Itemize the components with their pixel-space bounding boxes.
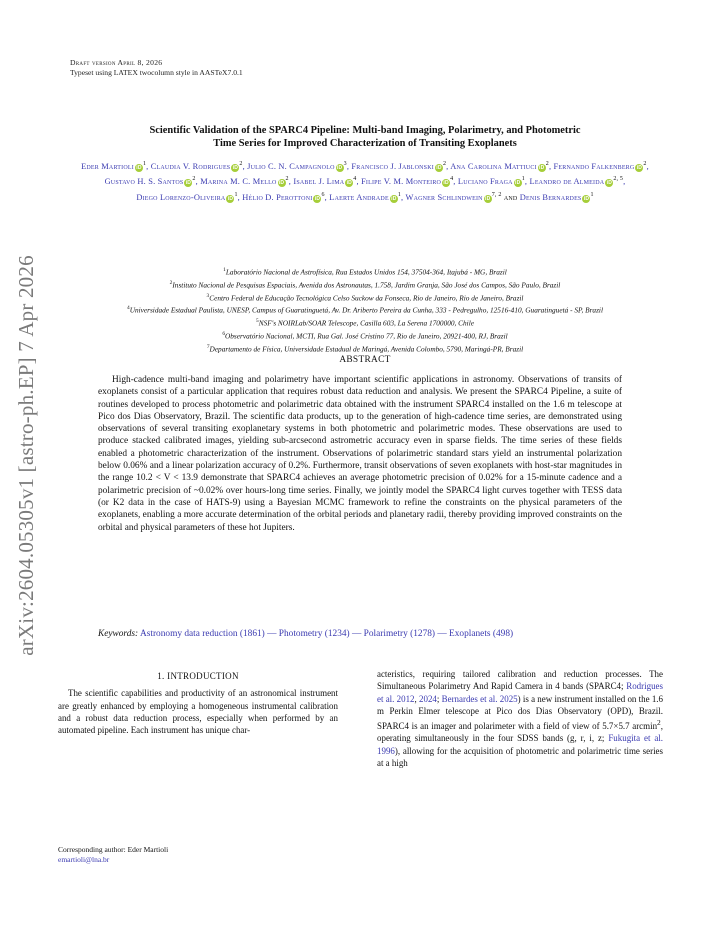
corresponding-email-link[interactable]: emartioli@lna.br xyxy=(58,855,110,864)
author-name-text: Claudia V. Rodrigues xyxy=(150,161,231,171)
keywords xyxy=(98,628,622,640)
column-left xyxy=(58,670,338,736)
author-name[interactable] xyxy=(242,193,324,202)
author-affiliation-number: 1 xyxy=(590,191,594,198)
keywords-list[interactable]: Astronomy data reduction (1861) — Photometry (1234) — Polarimetry (1278) — Exoplanets (498) xyxy=(139,629,514,639)
orcid-icon[interactable]: iD xyxy=(336,164,343,171)
author-name-text: Diego Lorenzo-Oliveira xyxy=(136,192,226,202)
affiliation-text: Observatório Nacional, MCTI, Rua Gal. José Cristino 77, Rio de Janeiro, 20921-400, RJ, Brazil xyxy=(225,331,508,341)
author-name[interactable] xyxy=(105,177,196,186)
author-name-text: Filipe V. M. Monteiro xyxy=(361,177,442,187)
affiliation-number: 7 xyxy=(206,343,210,350)
citation-link-fukugita-1996[interactable]: Fukugita et al. 1996 xyxy=(377,733,663,756)
author-name[interactable] xyxy=(136,193,237,202)
affiliation-4 xyxy=(60,303,670,316)
intro-text-4: ), allowing for the acquisition of photometric and polarimetric time series at a high xyxy=(377,745,663,769)
title-line-1: Scientific Validation of the SPARC4 Pipeline: Multi-band Imaging, Polarimetry, and Photometric xyxy=(149,125,581,136)
orcid-icon[interactable]: iD xyxy=(606,180,613,187)
section-heading-introduction: 1. INTRODUCTION xyxy=(157,671,239,681)
author-name-text: Fernando Falkenberg xyxy=(553,161,635,171)
author-name-text: Denis Bernardes xyxy=(519,192,582,202)
abstract-text: High-cadence multi-band imaging and polarimetry have important scientific applications in astronomy. Observations of transits of exoplanets consist of a particular application that requires robust data reduction and analysis. We present the SPARC4 Pipeline, a suite of routines developed to process photometric and polarimetric data obtained with the instrument SPARC4 installed on the 1.6 m telescope at Pico dos Dias Observatory, Brazil. The scientific data products, up to the generation of high-cadence time series, are demonstrated using observations of several transiting exoplanetary systems in both photometric and polarimetric modes. These observations are used to produce stacked calibrated images, yielding sub-arcsecond astrometric accuracy even in sparse fields. The time series of these fields enabled a photometric characterization of the instrument. Observations of polarimetric standard stars yield an instrumental polarization below 0.06% and a linear polarization accuracy of 0.2%. Furthermore, transit observations of seven exoplanets with host-star magnitudes in the range 10.2 < V < 13.9 demonstrate that SPARC4 achieves an average photometric precision of 0.02% for a 15-minute cadence and a polarimetric precision of ~0.02% over hours-long time series. Finally, we jointly model the SPARC4 light curves together with TESS data (or K2 data in the case of HATS-9) using a Bayesian MCMC framework to refine the constraints on the physical parameters of the exoplanets, enabling a more accurate determination of the orbital periods and planetary radii, thereby providing improved constraints on the orbital and physical parameters of these hot Jupiters. xyxy=(98,375,622,533)
affiliation-text: Universidade Estadual Paulista, UNESP, Campus of Guaratinguetá, Av. Dr. Ariberto Pereira da Cunha, 333 - Pedregulho, 12516-410, Guaratinguetá - SP, Brazil xyxy=(129,305,603,315)
author-affiliation-number: 1 xyxy=(142,161,147,167)
author-affiliation-number: 2 xyxy=(285,176,289,183)
orcid-icon[interactable]: iD xyxy=(314,195,321,202)
author-affiliation-number: 4 xyxy=(450,176,454,183)
author-name[interactable] xyxy=(247,162,347,171)
author-affiliation-number: 4 xyxy=(353,176,357,183)
arxiv-stamp xyxy=(4,240,48,670)
author-name[interactable] xyxy=(81,162,146,171)
affiliation-number: 2 xyxy=(169,279,173,286)
author-affiliation-number: 1 xyxy=(521,176,525,183)
affiliation-text: Departamento de Física, Universidade Estadual de Maringá, Avenida Colombo, 5790, Maringá-PR, Brazil xyxy=(209,344,524,354)
affiliation-number: 4 xyxy=(127,305,130,312)
author-name[interactable] xyxy=(405,193,501,202)
orcid-icon[interactable]: iD xyxy=(583,195,590,202)
author-affiliation-number: 1 xyxy=(234,191,238,198)
author-name-text: Luciano Fraga xyxy=(457,177,513,187)
orcid-icon[interactable]: iD xyxy=(636,164,643,171)
paper-title xyxy=(70,124,660,150)
affiliation-text: Instituto Nacional de Pesquisas Espaciais, Avenida dos Astronautas, 1.758, Jardim Granja, São José dos Campos, São Paulo, Brazil xyxy=(172,280,561,290)
author-name[interactable] xyxy=(530,177,624,186)
citation-link-bernardes-2025[interactable]: Bernardes et al. 2025 xyxy=(441,693,518,704)
orcid-icon[interactable]: iD xyxy=(136,164,142,171)
author-name[interactable] xyxy=(520,193,594,202)
affiliation-6 xyxy=(60,329,670,342)
intro-text-1: acteristics, requiring tailored calibration and reduction processes. The Simultaneous Polarimetry And Rapid Camera in 4 bands (SPARC4; xyxy=(377,669,663,692)
author-name-text: Laerte Andrade xyxy=(329,192,389,202)
affiliation-2 xyxy=(60,278,670,291)
author-name[interactable] xyxy=(450,162,549,171)
author-list: Eder Martioli $iD^1$, Claudia V. Rodrigues $iD^2$, Julio C. N. Campagnolo $iD^3$, Francisco J. Jablonski $iD^2$, Ana Carolina Mattiuci $iD^2$, Fernando Falkenberg $iD^2$, Gustavo H. S. Santos $iD^2$, Marina M. C. Mello $iD^2$, Isabel J. Lima $iD^4$, Filipe V. M. Monteiro $iD^4$, Luciano Fraga $iD^1$, Leandro de Almeida iD$^{2, 5}$, Diego Lorenzo-Oliveira $iD^1$, Hélio D. Perottoni $iD^6$, Laerte Andrade $iD^1$, Wagner Schlindwein iD$^{7, 2}$ and Denis Bernardes $iD^1$ xyxy=(81,161,649,202)
orcid-icon[interactable]: iD xyxy=(278,180,285,187)
affiliation-7 xyxy=(60,342,670,355)
intro-text-3: , operating simultaneously in the four SDSS bands (g, r, i, z; xyxy=(377,721,663,744)
affiliation-list xyxy=(60,265,670,355)
affiliation-text: NSF's NOIRLab/SOAR Telescope, Casilla 603, La Serena 1700000, Chile xyxy=(258,318,474,328)
unit-superscript: 2 xyxy=(657,718,661,728)
author-name[interactable] xyxy=(458,177,525,186)
author-name[interactable] xyxy=(554,162,647,171)
author-affiliation-number: 6 xyxy=(321,191,325,198)
affiliation-number: 5 xyxy=(256,318,259,325)
orcid-icon[interactable]: iD xyxy=(391,195,397,202)
affiliation-text: Centro Federal de Educação Tecnológica Celso Suckow da Fonseca, Rio de Janeiro, Rio de Janeiro, Brazil xyxy=(209,293,524,303)
author-name-text: Marina M. C. Mello xyxy=(200,177,277,187)
affiliation-1 xyxy=(60,265,670,278)
citation-link-rodrigues-2012[interactable]: Rodrigues et al. 2012 xyxy=(377,681,663,704)
affiliation-5 xyxy=(60,316,670,329)
author-name[interactable] xyxy=(351,162,446,171)
author-conjunction: and xyxy=(503,192,518,202)
orcid-icon[interactable]: iD xyxy=(232,164,239,171)
author-affiliation-number: 2 xyxy=(239,161,243,167)
author-affiliation-number: 2 xyxy=(192,176,196,183)
orcid-icon[interactable]: iD xyxy=(539,164,545,171)
author-name[interactable] xyxy=(151,162,243,171)
running-header xyxy=(70,58,243,78)
author-affiliation-number: 2 xyxy=(442,161,447,167)
author-affiliation-number: 2 xyxy=(545,161,549,167)
author-affiliation-number: 2, 5 xyxy=(613,176,624,183)
intro-paragraph-1: The scientific capabilities and productivity of an astronomical instrument are greatly enhanced by employing a homogeneous instrumental calibration and a robust data reduction process, especially when performed by an automated pipeline. Each instrument has unique char- xyxy=(58,688,338,736)
corresponding-author: Corresponding author: Eder Martioli xyxy=(58,845,169,854)
column-right xyxy=(377,668,663,769)
orcid-icon[interactable]: iD xyxy=(346,180,352,187)
author-name-text: Gustavo H. S. Santos xyxy=(104,177,184,187)
author-name-text: Wagner Schlindwein xyxy=(405,192,483,202)
author-name[interactable] xyxy=(361,177,453,186)
arxiv-stamp-text: arXiv:2604.05305v1 [astro-ph.EP] 7 Apr 2026 xyxy=(13,254,38,656)
author-name-text: Julio C. N. Campagnolo xyxy=(247,161,335,171)
typeset-note: Typeset using LATEX twocolumn style in AASTeX7.0.1 xyxy=(70,68,243,77)
affiliation-3 xyxy=(60,291,670,304)
author-name-text: Francisco J. Jablonski xyxy=(351,161,434,171)
orcid-icon[interactable]: iD xyxy=(443,180,449,187)
citation-link-rodrigues-2024[interactable]: 2024 xyxy=(419,693,437,704)
draft-version: Draft version April 8, 2026 xyxy=(70,58,163,67)
author-affiliation-number: 2 xyxy=(643,161,647,167)
author-name[interactable] xyxy=(329,193,401,202)
affiliation-text: Laboratório Nacional de Astrofísica, Rua Estados Unidos 154, 37504-364, Itajubá - MG, Brazil xyxy=(225,267,507,277)
author-affiliation-number: 3 xyxy=(343,161,347,167)
author-name-text: Isabel J. Lima xyxy=(293,177,345,187)
orcid-icon[interactable]: iD xyxy=(515,180,521,187)
orcid-icon[interactable]: iD xyxy=(185,180,192,187)
orcid-icon[interactable]: iD xyxy=(485,195,491,202)
keywords-label: Keywords: xyxy=(98,629,139,639)
intro-paragraph-continued xyxy=(377,668,663,769)
orcid-icon[interactable]: iD xyxy=(227,195,234,202)
title-line-2: Time Series for Improved Characterization of Transiting Exoplanets xyxy=(213,138,517,149)
affiliation-number: 6 xyxy=(222,331,226,338)
author-name-text: Eder Martioli xyxy=(81,161,134,171)
author-affiliation-number: 1 xyxy=(397,191,402,198)
author-name-text: Leandro de Almeida xyxy=(529,177,605,187)
author-name[interactable] xyxy=(293,177,356,186)
affiliation-number: 3 xyxy=(206,292,210,299)
abstract-heading: ABSTRACT xyxy=(339,355,391,365)
affiliation-number: 1 xyxy=(223,267,226,273)
author-affiliation-number: 7, 2 xyxy=(491,191,502,198)
intro-sep-1: , xyxy=(414,693,420,704)
author-name[interactable] xyxy=(200,177,289,186)
orcid-icon[interactable]: iD xyxy=(436,164,442,171)
intro-text-2: ) is a new instrument installed on the 1.6 m Perkin Elmer telescope at Pico dos Dias Observatory (OPD), Brazil. SPARC4 is an imager and polarimeter with a field of view of 5.7×5.7 arcmin xyxy=(377,693,663,732)
intro-sep-2: ; xyxy=(436,693,442,704)
corresponding-author-footnote xyxy=(58,845,338,865)
author-name-text: Ana Carolina Mattiuci xyxy=(450,161,537,171)
author-name-text: Hélio D. Perottoni xyxy=(242,192,313,202)
